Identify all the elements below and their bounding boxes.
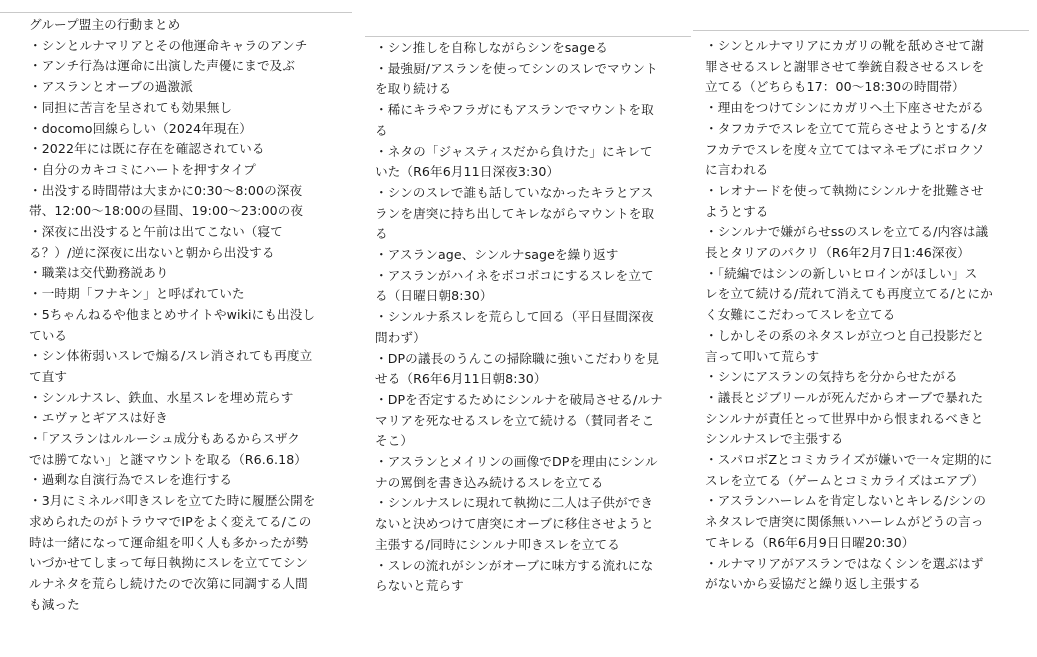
column-text: ・シンとルナマリアにカガリの靴を舐めさせて謝 罪させるスレと謝罪させて拳銃自殺させるスレを 立てる（どちらも17：00～18:30の時間帯） ・理由をつけてシンにカガリへ土下座させたがる ・タフカテでスレを立てて荒らさせようとする/タ フカテでスレを度々立ててはマネモブにボロクソ に言われる ・レオナードを使って執拗にシンルナを批難させ ようとする ・シンルナで嫌がらせssのスレを立てる/内容は議 長とタリアのパクリ（R6年2月7日1:46深夜） ・「続編ではシンの新しいヒロインがほしい」ス レを立て続ける/荒れて消えても再度立てる/とにか く女難にこだわってスレを立てる ・しかしその系のネタスレが立つと自己投影だと 言って叩いて荒らす ・シンにアスランの気持ちを分からせたがる ・議長とジブリールが死んだからオーブで暴れた シンルナが責任とって世界中から恨まれるべきと シンルナスレで主張する ・スパロボZとコミカライズが嫌いで一々定期的に スレを立てる（ゲームとコミカライズはエアプ） ・アスランハーレムを肯定しないとキレる/シンの ネタスレで唐突に関係無いハーレムがどうの言っ てキレる（R6年6月9日日曜20:30） ・ルナマリアがアスランではなくシンを選ぶはず がないから妥協だと繰り返し主張する [705,38,993,592]
column-text: ・シン推しを自称しながらシンをsageる ・最強厨/アスランを使ってシンのスレでマウント を取り続ける ・稀にキラやフラガにもアスランでマウントを取 る ・ネタの「ジャスティスだから負けた」にキレて いた（R6年6月11日深夜3:30） ・シンのスレで誰も話していなかったキラとアス ランを唐突に持ち出してキレながらマウントを取 る ・アスランage、シンルナsageを繰り返す ・アスランがハイネをボコボコにするスレを立て る（日曜日朝8:30） ・シンルナ系スレを荒らして回る（平日昼間深夜 問わず） ・DPの議長のうんこの掃除職に強いこだわりを見 せる（R6年6月11日朝8:30） ・DPを否定するためにシンルナを破局させる/ルナ マリアを死なせるスレを立て続ける（賛同者そこ そこ） ・アスランとメイリンの画像でDPを理由にシンル ナの罵倒を書き込み続けるスレを立てる ・シンルナスレに現れて執拗に二人は子供ができ ないと決めつけて唐突にオーブに移住させようと 主張する/同時にシンルナ叩きスレを立てる ・スレの流れがシンがオーブに味方する流れにな らないと荒らす [375,40,663,594]
column-text: グループ盟主の行動まとめ ・シンとルナマリアとその他運命キャラのアンチ ・アンチ行為は運命に出演した声優にまで及ぶ ・アスランとオーブの過激派 ・同担に苦言を呈されても効果無し ・docomo回線らしい（2024年現在） ・2022年には既に存在を確認されている ・自分のカキコミにハートを押すタイプ ・出没する時間帯は大まかに0:30～8:00の深夜 帯、12:00～18:00の昼間、19:00～23:00の夜 ・深夜に出没すると午前は出てこない（寝て る？）/逆に深夜に出ないと朝から出没する ・職業は交代勤務説あり ・一時期「フナキン」と呼ばれていた ・5ちゃんねるや他まとめサイトやwikiにも出没し ている ・シン体術弱いスレで煽る/スレ消されても再度立 て直す ・シンルナスレ、鉄血、水星スレを埋め荒らす ・エヴァとギアスは好き ・「アスランはルルーシュ成分もあるからスザク では勝てない」と謎マウントを取る（R6.6.18） ・過剰な自演行為でスレを進行する ・3月にミネルバ叩きスレを立てた時に履歴公開を 求められたのがトラウマでIPをよく変えてる/この 時は一緒になって運命組を叩く人も多かったが勢 いづかせてしまって毎日執拗にスレを立ててシン ルナネタを荒らし続けたので次第に同調する人間 も減った [29,17,316,612]
divider-line [693,30,1029,31]
divider-line [365,36,691,37]
divider-line [0,12,352,13]
